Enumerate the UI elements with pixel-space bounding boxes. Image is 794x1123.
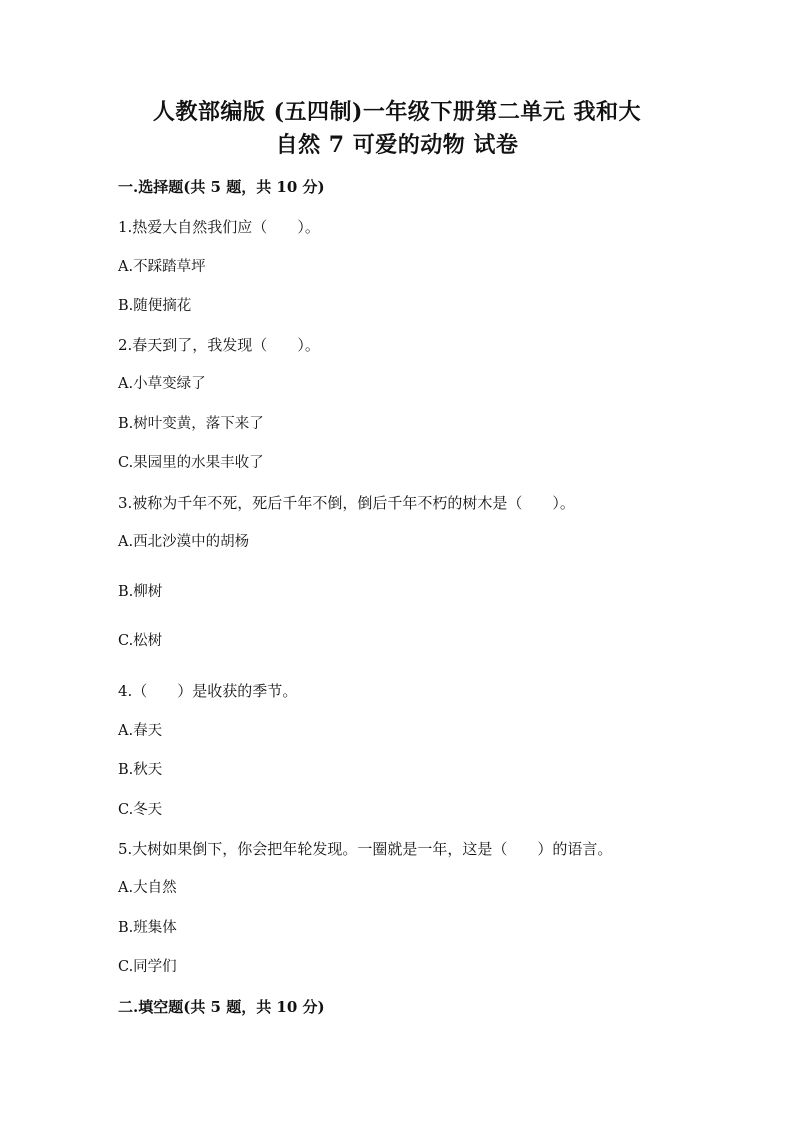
section-heading-multiple-choice: 一.选择题(共 5 题，共 10 分): [118, 178, 325, 196]
question-3-stem: 3.被称为千年不死，死后千年不倒，倒后千年不朽的树木是（ ）。: [118, 494, 575, 512]
question-4-stem: 4.（ ）是收获的季节。: [118, 682, 298, 700]
question-1-option-b: B.随便摘花: [118, 298, 192, 314]
question-3-option-a: A.西北沙漠中的胡杨: [118, 534, 250, 550]
question-5-option-c: C.同学们: [118, 959, 177, 975]
question-3-option-b: B.柳树: [118, 584, 163, 600]
question-5-stem: 5.大树如果倒下，你会把年轮发现。一圈就是一年，这是（ ）的语言。: [118, 840, 613, 858]
question-4-option-b: B.秋天: [118, 762, 163, 778]
question-1-stem: 1.热爱大自然我们应（ ）。: [118, 218, 320, 236]
question-2-option-b: B.树叶变黄，落下来了: [118, 416, 264, 432]
question-2-stem: 2.春天到了，我发现（ ）。: [118, 336, 320, 354]
document-title-line-1: 人教部编版 (五四制)一年级下册第二单元 我和大: [152, 99, 642, 125]
question-1-option-a: A.不踩踏草坪: [118, 259, 206, 275]
question-2-option-c: C.果园里的水果丰收了: [118, 455, 264, 471]
question-5-option-b: B.班集体: [118, 920, 177, 936]
document-title-line-2: 自然 7 可爱的动物 试卷: [275, 132, 519, 158]
question-3-option-c: C.松树: [118, 633, 163, 649]
question-4-option-c: C.冬天: [118, 802, 163, 818]
section-heading-fill-in-blank: 二.填空题(共 5 题，共 10 分): [118, 998, 325, 1016]
question-5-option-a: A.大自然: [118, 880, 177, 896]
question-2-option-a: A.小草变绿了: [118, 376, 206, 392]
question-4-option-a: A.春天: [118, 723, 163, 739]
